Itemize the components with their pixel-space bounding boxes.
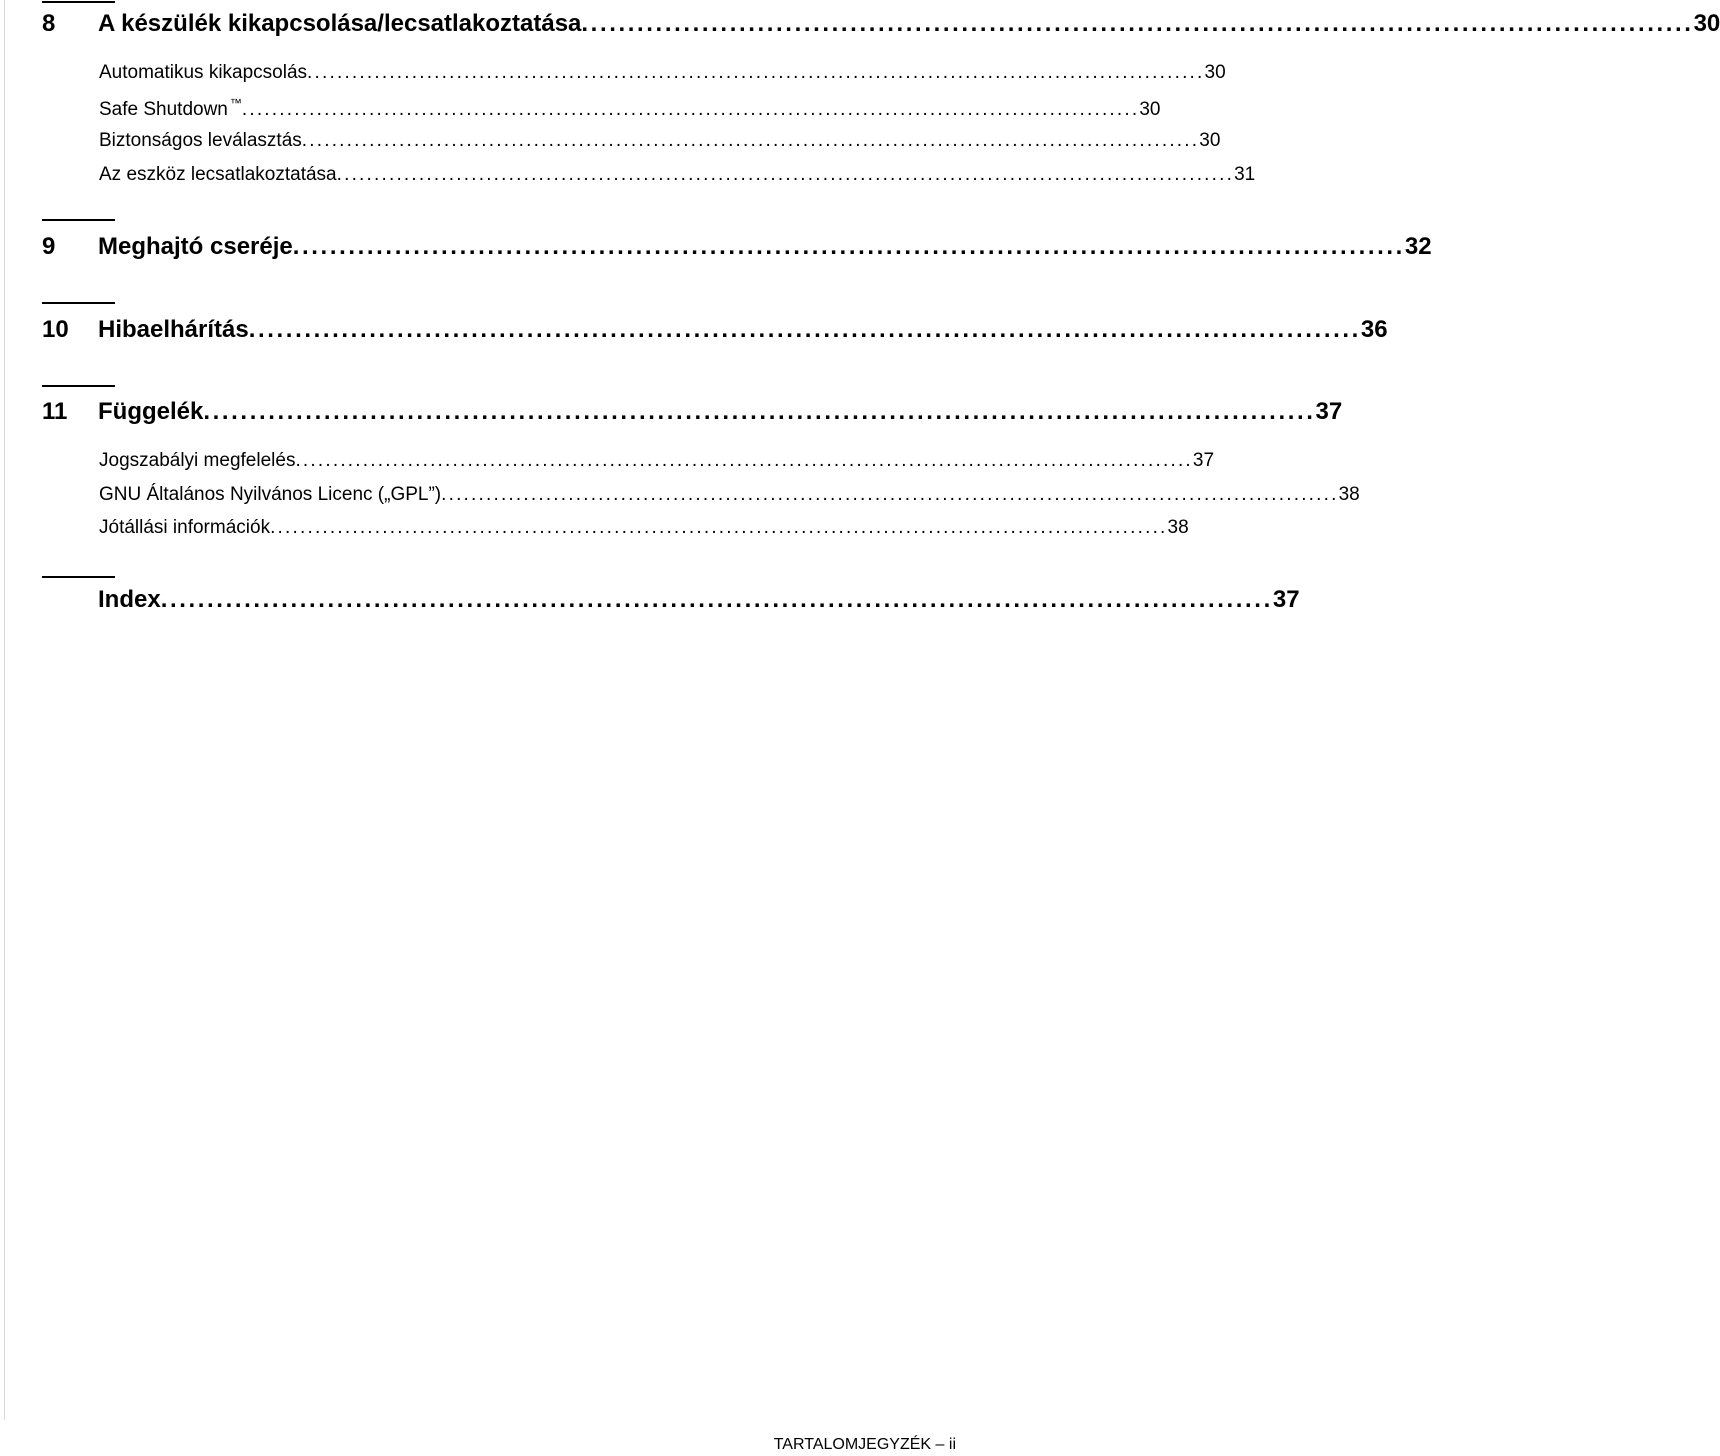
dot-leader: ........................................................................................................................ [241, 99, 1140, 120]
entry-page: 30 [1204, 62, 1226, 83]
toc-chapter-8[interactable] [42, 10, 1720, 38]
chapter-page: 37 [1315, 398, 1343, 425]
toc-entry[interactable] [99, 62, 1226, 84]
entry-title: Jogszabályi megfelelés [99, 450, 296, 471]
dot-leader: ........................................................................................................................ [301, 130, 1200, 151]
toc-entry[interactable] [99, 96, 1161, 121]
dot-leader: ........................................................................................................................ [295, 450, 1193, 471]
footer-separator: – [935, 1436, 945, 1453]
toc-chapter-11[interactable] [42, 398, 1343, 426]
section-rule [42, 1, 115, 3]
dot-leader: ........................................................................................................................ [292, 233, 1405, 260]
entry-page: 30 [1139, 99, 1161, 120]
toc-entry[interactable] [99, 164, 1256, 186]
section-rule [42, 302, 115, 304]
chapter-number: 9 [42, 233, 56, 260]
entry-title: Automatikus kikapcsolás [99, 62, 308, 83]
entry-title: Biztonságos leválasztás [99, 130, 302, 151]
entry-title: GNU Általános Nyilvános Licenc („GPL”) [99, 484, 442, 505]
dot-leader: ........................................................................................................................ [441, 484, 1339, 505]
chapter-number: 10 [42, 316, 69, 343]
section-rule [42, 576, 115, 578]
chapter-title: A készülék kikapcsolása/lecsatlakoztatása [98, 10, 582, 37]
entry-title [99, 96, 242, 121]
chapter-number: 11 [42, 398, 68, 425]
dot-leader: ........................................................................................................................ [581, 10, 1694, 37]
chapter-page: 32 [1404, 233, 1432, 260]
chapter-page: 36 [1360, 316, 1388, 343]
entry-title: Az eszköz lecsatlakoztatása [99, 164, 337, 185]
dot-leader: ........................................................................................................................ [248, 316, 1361, 343]
chapter-title: Függelék [98, 398, 204, 425]
trademark-mark: ™ [229, 96, 242, 110]
section-rule [42, 385, 115, 387]
toc-entry[interactable] [99, 517, 1189, 539]
chapter-number: 8 [42, 10, 56, 37]
section-rule [42, 219, 115, 221]
chapter-page: 37 [1272, 586, 1300, 613]
entry-page: 30 [1199, 130, 1221, 151]
entry-title: Jótállási információk [99, 517, 271, 538]
dot-leader: ........................................................................................................................ [336, 164, 1235, 185]
toc-chapter-10[interactable] [42, 316, 1388, 344]
dot-leader: ........................................................................................................................ [203, 398, 1316, 425]
chapter-page: 30 [1693, 10, 1720, 37]
entry-page: 38 [1338, 484, 1360, 505]
dot-leader: ........................................................................................................................ [307, 62, 1205, 83]
chapter-title: Index [98, 586, 161, 613]
dot-leader: ........................................................................................................................ [270, 517, 1168, 538]
toc-entry[interactable] [99, 484, 1360, 506]
chapter-title: Meghajtó cseréje [98, 233, 293, 260]
entry-page: 38 [1167, 517, 1189, 538]
toc-entry[interactable] [99, 130, 1221, 152]
entry-page: 31 [1234, 164, 1256, 185]
footer-section-title: TARTALOMJEGYZÉK [773, 1436, 932, 1453]
dot-leader: ........................................................................................................................ [160, 586, 1273, 613]
entry-title-text: Safe Shutdown [99, 99, 228, 120]
toc-index[interactable] [42, 586, 1300, 614]
chapter-title: Hibaelhárítás [98, 316, 249, 343]
toc-entry[interactable] [99, 450, 1215, 472]
toc-chapter-9[interactable] [42, 233, 1432, 261]
footer-page-number: ii [948, 1436, 956, 1453]
page-footer [774, 1436, 956, 1454]
entry-page: 37 [1192, 450, 1215, 471]
